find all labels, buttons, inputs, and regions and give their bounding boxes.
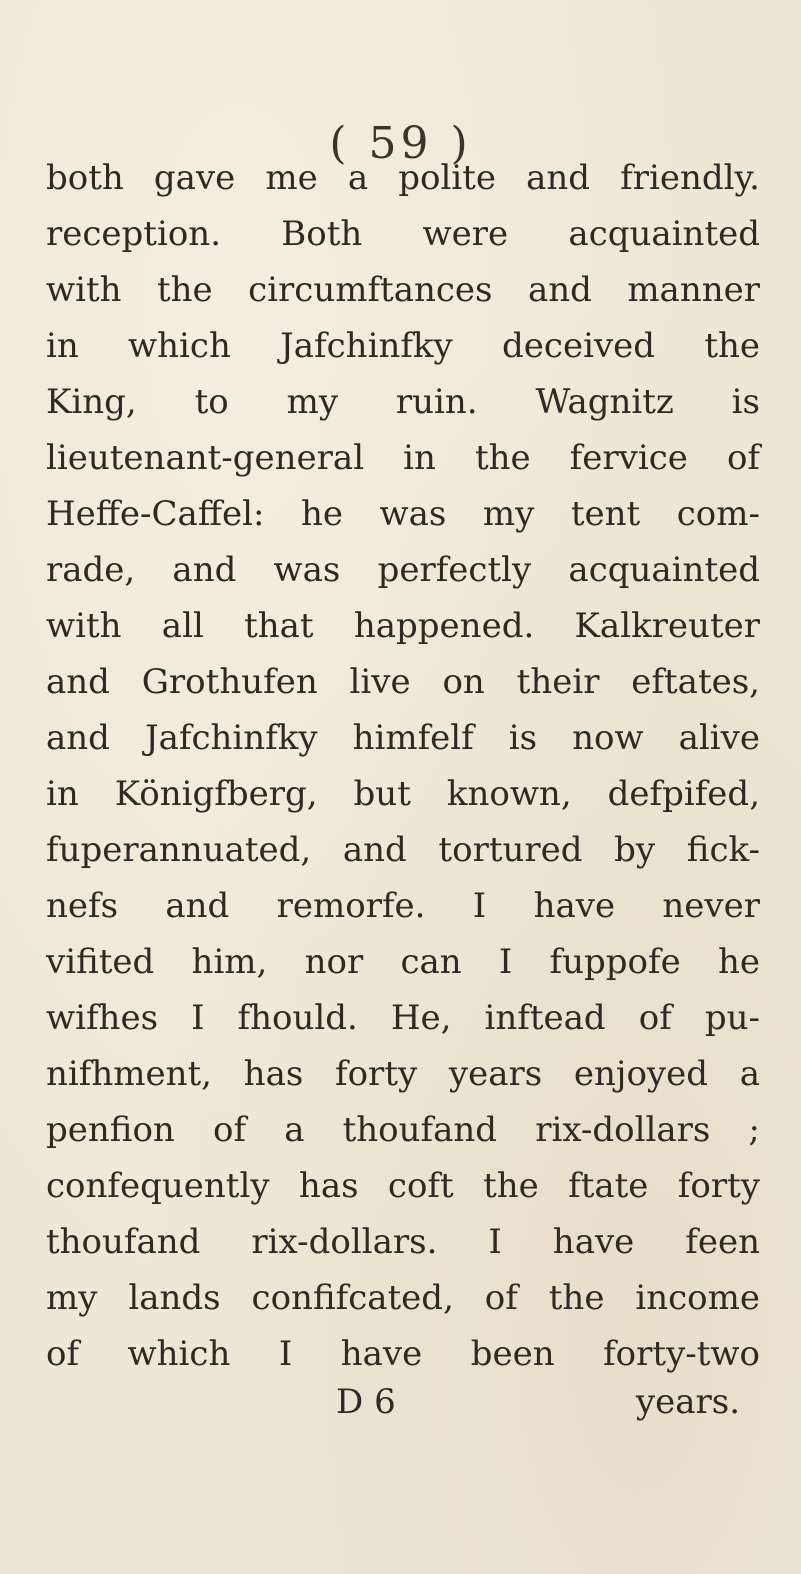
- text-line: and Jafchinfky himfelf is now alive: [46, 718, 760, 758]
- page-number-header: ( 59 ): [329, 118, 472, 169]
- text-line: King, to my ruin. Wagnitz is: [46, 382, 760, 422]
- text-line: of which I have been forty-two: [46, 1334, 760, 1374]
- text-line: confequently has coft the ftate forty: [46, 1166, 760, 1206]
- page-footer: [46, 1382, 760, 1438]
- signature-mark: D 6: [336, 1382, 396, 1422]
- text-line: reception. Both were acquainted: [46, 214, 760, 254]
- text-line: penfion of a thoufand rix-dollars ;: [46, 1110, 760, 1150]
- text-line: both gave me a polite and friendly.: [46, 158, 760, 198]
- text-line: my lands confifcated, of the income: [46, 1278, 760, 1318]
- text-line: wifhes I fhould. He, inftead of pu-: [46, 998, 760, 1038]
- text-line: nefs and remorfe. I have never: [46, 886, 760, 926]
- text-line: nifhment, has forty years enjoyed a: [46, 1054, 760, 1094]
- text-line: with all that happened. Kalkreuter: [46, 606, 760, 646]
- text-line: rade, and was perfectly acquainted: [46, 550, 760, 590]
- text-line: vifited him, nor can I fuppofe he: [46, 942, 760, 982]
- catchword: years.: [635, 1382, 740, 1422]
- text-line: Heffe-Caffel: he was my tent com-: [46, 494, 760, 534]
- text-line: fuperannuated, and tortured by fick-: [46, 830, 760, 870]
- text-line: lieutenant-general in the fervice of: [46, 438, 760, 478]
- text-line: in Königfberg, but known, defpifed,: [46, 774, 760, 814]
- text-line: with the circumftances and manner: [46, 270, 760, 310]
- text-line: in which Jafchinfky deceived the: [46, 326, 760, 366]
- text-line: and Grothufen live on their eftates,: [46, 662, 760, 702]
- text-line: thoufand rix-dollars. I have feen: [46, 1222, 760, 1262]
